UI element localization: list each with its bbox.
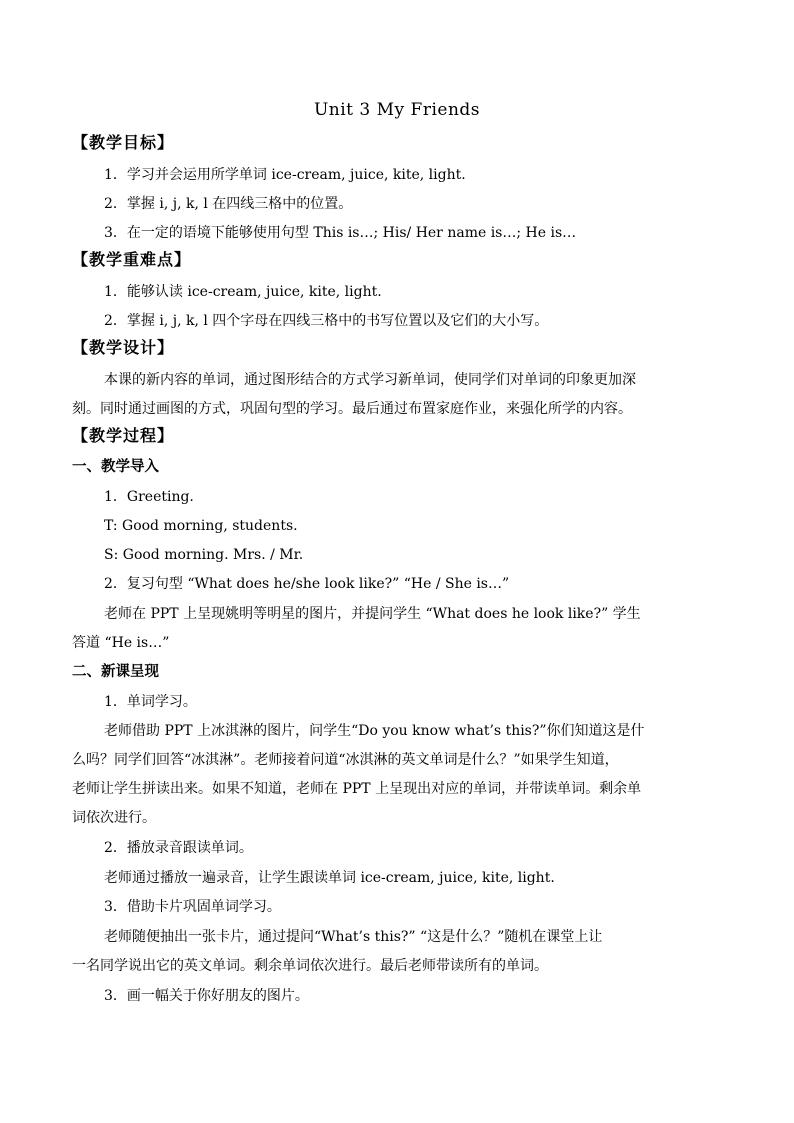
key-point-item-1: 1．能够认读 ice-cream, juice, kite, light. (104, 284, 382, 300)
subsection-heading-new-lesson: 二、新课呈现 (72, 663, 159, 680)
intro-line-6: 答道 “He is…” (72, 635, 170, 651)
objective-item-1: 1．学习并会运用所学单词 ice-cream, juice, kite, light. (104, 167, 466, 183)
new-lesson-line-9: 老师随便抽出一张卡片，通过提问“What’s this?” “这是什么？”随机在课堂上让 (104, 929, 603, 945)
intro-line-5: 老师在 PPT 上呈现姚明等明星的图片，并提问学生 “What does he look like?” 学生 (104, 606, 641, 622)
section-heading-design: 【教学设计】 (72, 338, 175, 357)
section-heading-objectives: 【教学目标】 (72, 133, 175, 152)
section-heading-key-points: 【教学重难点】 (72, 250, 192, 269)
new-lesson-line-2: 老师借助 PPT 上冰淇淋的图片，问学生“Do you know what’s this?”你们知道这是什 (104, 723, 645, 739)
new-lesson-line-3: 么吗？同学们回答“冰淇淋”。老师接着问道“冰淇淋的英文单词是什么？”如果学生知道， (72, 752, 619, 768)
design-paragraph-line-2: 刻。同时通过画图的方式，巩固句型的学习。最后通过布置家庭作业，来强化所学的内容。 (72, 401, 632, 417)
new-lesson-line-6: 2．播放录音跟读单词。 (104, 840, 253, 856)
new-lesson-line-7: 老师通过播放一遍录音，让学生跟读单词 ice-cream, juice, kite, light. (104, 870, 555, 886)
objective-item-2: 2．掌握 i, j, k, l 在四线三格中的位置。 (104, 196, 353, 212)
new-lesson-line-10: 一名同学说出它的英文单词。剩余单词依次进行。最后老师带读所有的单词。 (72, 958, 548, 974)
document-title: Unit 3 My Friends (313, 100, 481, 120)
new-lesson-line-11: 3．画一幅关于你好朋友的图片。 (104, 988, 309, 1004)
intro-line-1: 1．Greeting. (104, 489, 194, 505)
new-lesson-line-8: 3．借助卡片巩固单词学习。 (104, 899, 281, 915)
objective-item-3: 3．在一定的语境下能够使用句型 This is…; His/ Her name is…; He is… (104, 225, 577, 241)
new-lesson-line-5: 词依次进行。 (72, 810, 156, 826)
subsection-heading-intro: 一、教学导入 (72, 458, 159, 475)
section-heading-process: 【教学过程】 (72, 426, 175, 445)
new-lesson-line-4: 老师让学生拼读出来。如果不知道，老师在 PPT 上呈现出对应的单词，并带读单词。剩余单 (72, 781, 642, 797)
intro-line-4: 2．复习句型 “What does he/she look like?” “He / She is…” (104, 576, 510, 592)
design-paragraph-line-1: 本课的新内容的单词，通过图形结合的方式学习新单词，使同学们对单词的印象更加深 (104, 372, 636, 388)
new-lesson-line-1: 1．单词学习。 (104, 694, 197, 710)
intro-line-3: S: Good morning. Mrs. / Mr. (104, 547, 304, 563)
key-point-item-2: 2．掌握 i, j, k, l 四个字母在四线三格中的书写位置以及它们的大小写。 (104, 313, 549, 329)
intro-line-2: T: Good morning, students. (104, 518, 298, 534)
